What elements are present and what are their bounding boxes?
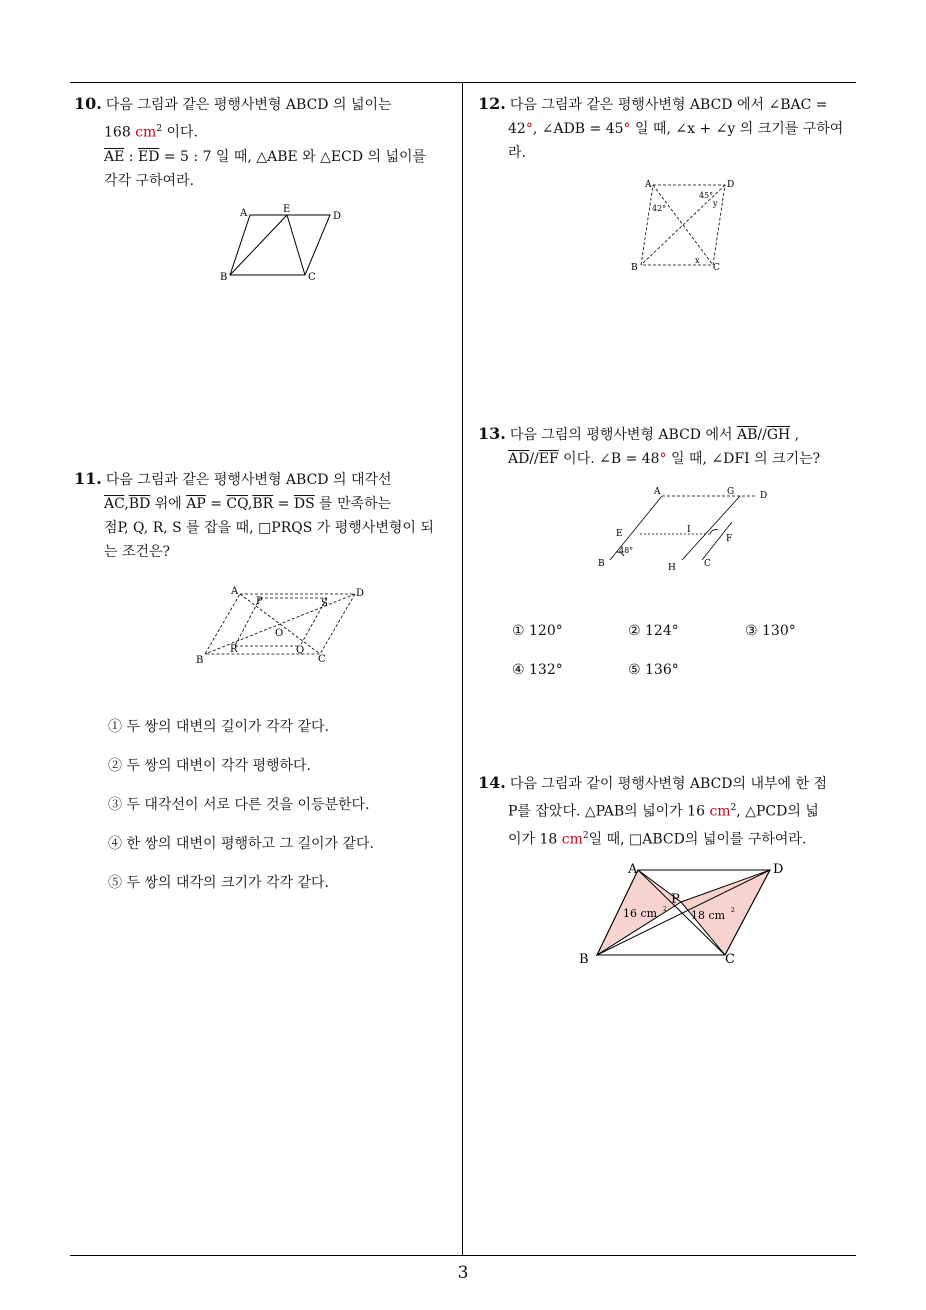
svg-text:F: F [726,534,733,544]
option-5[interactable]: ⑤ 136° [628,662,679,678]
svg-text:A: A [645,180,652,190]
svg-text:E: E [616,529,623,539]
q13-figure [592,482,772,577]
question-10: 10. 다음 그림과 같은 평행사변형 ABCD 의 넓이는 168 $cm^2$ 이다. $\overline{AE}$ : $\overline{ED} = 5$ : 7 일 때, △ABE 와 △ECD 의 넓이를 각각 구하여라. [74,94,427,189]
svg-text:B: B [220,272,228,283]
svg-text:P: P [256,596,263,607]
svg-text:42°: 42° [652,204,667,213]
svg-text:2: 2 [731,907,735,914]
svg-text:B: B [598,559,605,569]
svg-text:O: O [275,628,284,639]
option-3[interactable]: ③ 두 대각선이 서로 다른 것을 이등분한다. [108,797,370,813]
svg-text:P: P [671,892,680,907]
q11-figure [190,582,370,670]
svg-text:48°: 48° [619,546,634,555]
svg-text:45°: 45° [699,191,714,200]
top-rule [70,82,856,83]
option-3[interactable]: ③ 130° [745,623,796,639]
svg-text:H: H [668,563,676,573]
q10-figure [210,200,350,285]
svg-text:S: S [321,598,328,609]
parallelogram [230,215,330,275]
svg-text:A: A [628,862,638,877]
bottom-rule [70,1255,856,1256]
q12-figure [625,175,745,275]
option-1[interactable]: ① 120° [512,623,563,639]
svg-text:18 cm: 18 cm [691,909,726,922]
svg-text:y: y [713,199,718,208]
svg-text:A: A [240,208,248,219]
svg-text:R: R [230,644,238,655]
svg-text:Q: Q [296,645,305,656]
column-divider [462,82,463,1256]
svg-text:D: D [356,588,365,599]
svg-text:A: A [231,586,239,597]
question-13: 13. 다음 그림의 평행사변형 ABCD 에서 $\overline{AB}//\overline{GH}$ , $\overline{AD}//\overline{EF}$ 이다. ∠B = 48° 일 때, ∠DFI 의 크기는? [478,424,821,467]
question-number: 10. [74,94,102,113]
svg-text:B: B [196,655,204,666]
option-5[interactable]: ⑤ 두 쌍의 대각의 크기가 각각 같다. [108,875,329,891]
question-11: 11. 다음 그림과 같은 평행사변형 ABCD 의 대각선 $\overline{AC},\overline{BD}$ 위에 $\overline{AP} = \overline{CQ},\overline{BR} = \overline{DS}$ 를 만족하는 점P, Q, R, S 를 잡을 때, □PRQS 가 평행사변형이 되 는 조건은? [74,469,434,560]
svg-text:D: D [333,211,342,222]
option-1[interactable]: ① 두 쌍의 대변의 길이가 각각 같다. [108,719,329,735]
question-number: 14. [478,773,506,792]
question-number: 11. [74,469,102,488]
q14-figure [575,855,795,970]
page-number: 3 [457,1263,469,1283]
svg-text:C: C [308,272,316,283]
question-number: 12. [478,94,506,113]
option-2[interactable]: ② 두 쌍의 대변이 각각 평행하다. [108,758,311,774]
svg-text:I: I [687,525,691,535]
svg-text:B: B [579,952,589,967]
svg-text:2: 2 [663,906,667,913]
svg-text:E: E [283,204,291,215]
svg-text:G: G [727,487,735,497]
question-12: 12. 다음 그림과 같은 평행사변형 ABCD 에서 ∠BAC = 42°, ∠ADB = 45° 일 때, ∠x + ∠y 의 크기를 구하여 라. [478,94,844,161]
question-14: 14. 다음 그림과 같이 평행사변형 ABCD의 내부에 한 점 P를 잡았다. △PAB의 넓이가 16 $cm^2$, △PCD의 넓 이가 18 $cm^2$일 때, □ABCD의 넓이를 구하여라. [478,773,828,848]
option-2[interactable]: ② 124° [628,623,679,639]
svg-text:C: C [713,263,720,273]
svg-text:C: C [725,952,735,967]
svg-text:A: A [654,487,661,497]
svg-text:C: C [704,559,711,569]
option-4[interactable]: ④ 한 쌍의 대변이 평행하고 그 길이가 같다. [108,836,374,852]
option-4[interactable]: ④ 132° [512,662,563,678]
svg-text:x: x [695,256,700,265]
svg-text:D: D [760,491,768,501]
svg-text:C: C [318,654,326,665]
svg-text:D: D [727,180,735,190]
question-number: 13. [478,424,506,443]
svg-text:D: D [773,862,784,877]
svg-text:B: B [631,263,638,273]
svg-text:16 cm: 16 cm [623,907,658,920]
